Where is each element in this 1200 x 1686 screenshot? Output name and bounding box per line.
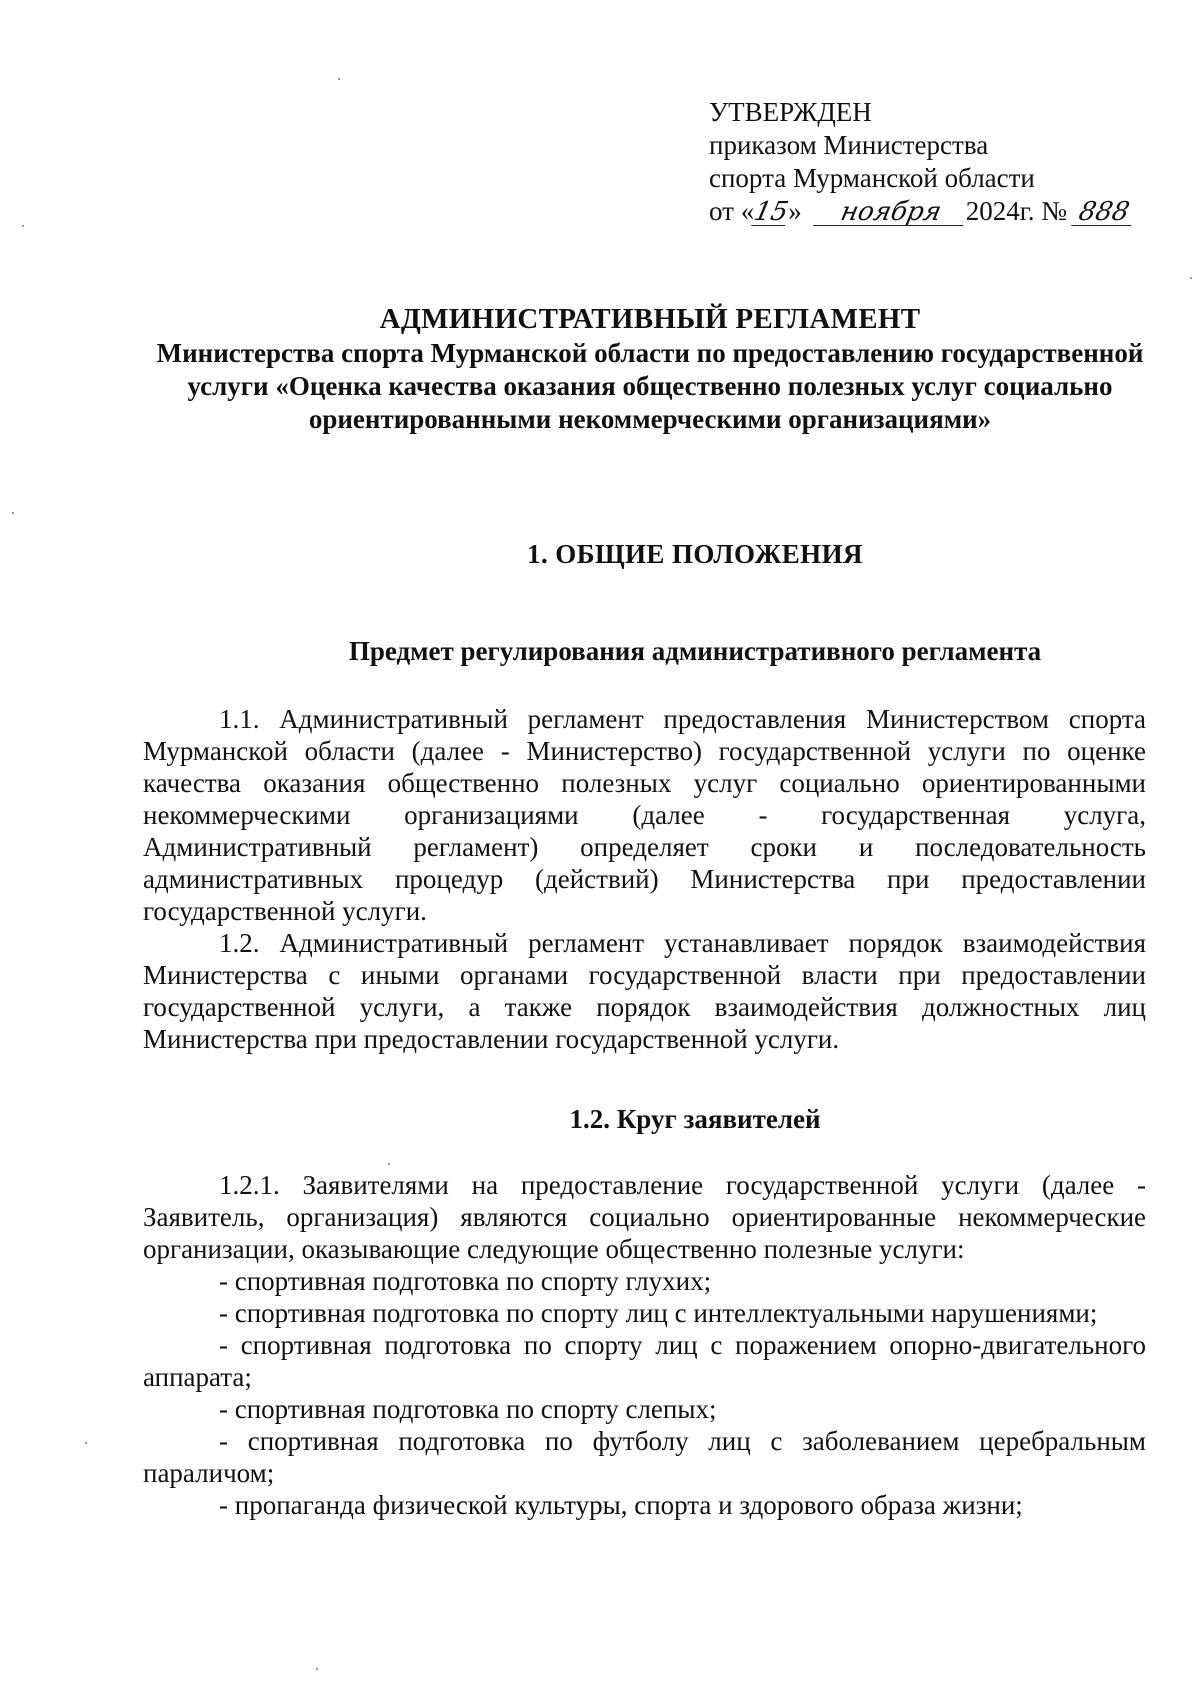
scan-speck [388,1163,390,1165]
date-year: 2024г. № [965,196,1067,226]
list-item: - спортивная подготовка по спорту глухих; [219,1266,712,1296]
paragraph-1-2-1: 1.2.1. Заявителями на предоставление государственной услуги (далее - Заявитель, организация) являются социально ориентированные некоммерческие организации, оказывающие следующие общественно полезные услуги: [143,1170,1146,1264]
section-1-2-body [143,1169,1146,1521]
document-title: АДМИНИСТРАТИВНЫЙ РЕГЛАМЕНТ [379,303,921,335]
paragraph-1-1: 1.1. Административный регламент предоставления Министерством спорта Мурманской области (далее - Министерство) государственной услуги по оценке качества оказания общественно полезных услуг социально ориентированными некоммерческими организациями (далее - государственная услуга, Административный регламент) определяет сроки и последовательность административных процедур (действий) Министерства при предоставлении государственной услуги. [143,704,1146,926]
approval-order-line: приказом Министерства [709,130,989,160]
approval-date-line [709,195,1132,228]
document-title-block [150,302,1150,436]
list-item: - спортивная подготовка по спорту слепых; [219,1394,717,1424]
scan-speck [85,1442,87,1444]
handwritten-month: ноября [813,199,969,226]
list-item: - спортивная подготовка по футболу лиц с заболеванием церебральным параличом; [143,1426,1146,1488]
scan-speck [22,225,24,227]
approval-stamp [709,96,1132,228]
scan-speck [338,78,340,80]
scan-speck [12,512,14,514]
handwritten-doc-number: 888 [1071,199,1137,226]
section-heading-general: 1. ОБЩИЕ ПОЛОЖЕНИЯ [527,539,863,569]
scan-speck [316,1668,318,1670]
subheading-applicants: 1.2. Круг заявителей [569,1104,821,1134]
date-prefix: от « [709,196,755,226]
list-item: - спортивная подготовка по спорту лиц с интеллектуальными нарушениями; [219,1298,1098,1328]
document-subtitle: Министерства спорта Мурманской области по предоставлению государственной услуги «Оценка качества оказания общественно полезных услуг социально ориентированными некоммерческими организациями» [156,338,1144,434]
approval-title: УТВЕРЖДЕН [709,97,872,127]
subheading-regulation-subject: Предмет регулирования административного регламента [348,636,1042,666]
handwritten-day: 15 [751,197,792,227]
scan-speck [1190,277,1192,279]
paragraph-1-2: 1.2. Административный регламент устанавливает порядок взаимодействия Министерства с иными органами государственной власти при предоставлении государственной услуги, а также порядок взаимодействия должностных лиц Министерства при предоставлении государственной услуги. [143,928,1146,1054]
section-1-body [143,703,1146,1055]
date-separator: » [788,196,802,226]
list-item: - спортивная подготовка по спорту лиц с поражением опорно-двигательного аппарата; [143,1330,1146,1392]
approval-ministry-line: спорта Мурманской области [709,163,1035,193]
list-item: - пропаганда физической культуры, спорта и здорового образа жизни; [219,1490,1023,1520]
